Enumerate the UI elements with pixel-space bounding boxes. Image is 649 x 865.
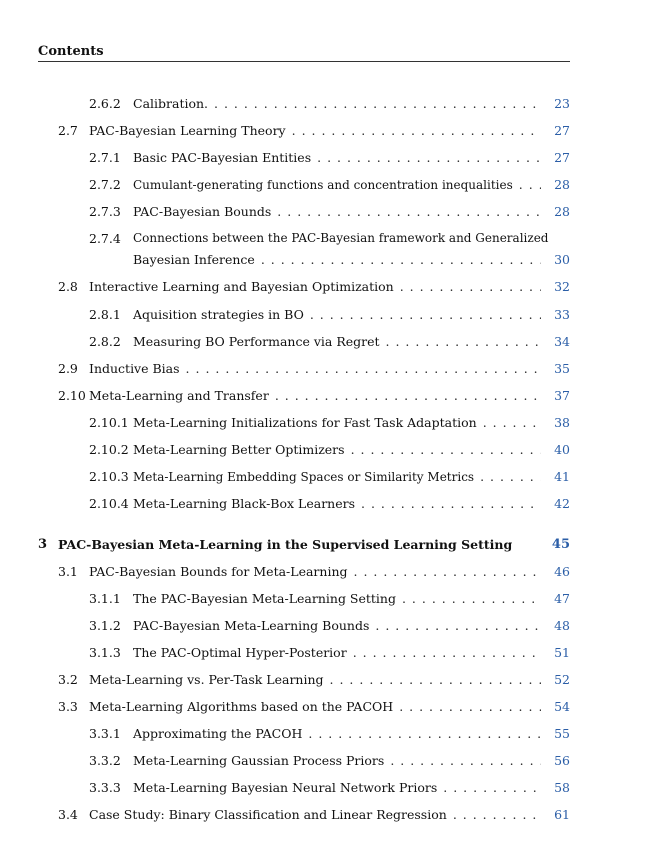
entry-title: Meta-Learning Gaussian Process Priors [133,753,385,768]
entry-title: Meta-Learning Bayesian Neural Network Priors [133,780,438,795]
dot-leader [292,123,541,138]
entry-number: 3.1.3 [89,645,121,660]
entry-page[interactable]: 41 [554,469,570,484]
entry-title: Meta-Learning vs. Per-Task Learning [89,672,324,687]
dot-leader [351,442,541,457]
entry-page[interactable]: 40 [554,442,570,457]
entry-number: 3.3.1 [89,726,121,741]
entry-page[interactable]: 51 [554,645,570,660]
entry-number: 2.10.1 [89,415,129,430]
entry-number: 2.7 [58,123,78,138]
dot-leader [386,334,541,349]
dot-leader [186,361,541,376]
entry-number: 2.7.4 [89,231,121,246]
entry-page[interactable]: 47 [554,591,570,606]
entry-number: 2.10.4 [89,496,129,511]
dot-leader [214,96,541,111]
entry-number: 3.3 [58,699,78,714]
entry-page[interactable]: 61 [554,807,570,822]
dot-leader [261,252,541,267]
entry-number: 2.8 [58,279,78,294]
entry-page[interactable]: 42 [554,496,570,511]
entry-title: PAC-Bayesian Bounds for Meta-Learning [89,564,348,579]
entry-title: Interactive Learning and Bayesian Optimization [89,279,394,294]
entry-title: PAC-Bayesian Bounds [133,204,272,219]
dot-leader [317,150,541,165]
dot-leader [277,204,541,219]
entry-page[interactable]: 33 [554,307,570,322]
toc-entry[interactable] [0,231,649,267]
entry-title: Aquisition strategies in BO [133,307,304,322]
dot-leader [330,672,541,687]
dot-leader [353,645,541,660]
entry-title: Calibration. [133,96,209,111]
entry-page[interactable]: 55 [554,726,570,741]
entry-number: 3.2 [58,672,78,687]
dot-leader [402,591,541,606]
entry-page[interactable]: 27 [554,150,570,165]
entry-number: 2.10.2 [89,442,129,457]
entry-page[interactable]: 32 [554,279,570,294]
entry-page[interactable]: 58 [554,780,570,795]
entry-page[interactable]: 48 [554,618,570,633]
dot-leader [399,699,541,714]
entry-number: 2.7.2 [89,177,121,192]
entry-number: 2.7.3 [89,204,121,219]
entry-title: Connections between the PAC-Bayesian framework and Generalized [133,231,549,245]
dot-leader [453,807,541,822]
dot-leader [400,279,541,294]
entry-title: Measuring BO Performance via Regret [133,334,380,349]
entry-page[interactable]: 34 [554,334,570,349]
entry-title: Meta-Learning Algorithms based on the PACOH [89,699,394,714]
entry-title: The PAC-Bayesian Meta-Learning Setting [133,591,396,606]
entry-page[interactable]: 52 [554,672,570,687]
entry-number: 2.8.1 [89,307,121,322]
dot-leader [308,726,541,741]
entry-title: Meta-Learning Better Optimizers [133,442,345,457]
entry-page[interactable]: 27 [554,123,570,138]
entry-title: Cumulant-generating functions and concentration inequalities [133,178,513,192]
entry-title: The PAC-Optimal Hyper-Posterior [133,645,347,660]
entry-page[interactable]: 46 [554,564,570,579]
entry-number: 3.3.2 [89,753,121,768]
entry-number: 2.10.3 [89,469,129,484]
entry-number: 2.6.2 [89,96,121,111]
entry-number: 3.1 [58,564,78,579]
entry-title: Case Study: Binary Classification and Linear Regression [89,807,447,822]
entry-number: 2.8.2 [89,334,121,349]
entry-number: 3.1.1 [89,591,121,606]
dot-leader [310,307,541,322]
entry-title: Meta-Learning Initializations for Fast Task Adaptation [133,415,477,430]
chapter-title: PAC-Bayesian Meta-Learning in the Supervised Learning Setting [58,537,513,552]
entry-title-continued: Bayesian Inference [133,252,255,267]
entry-page[interactable]: 56 [554,753,570,768]
dot-leader [361,496,541,511]
entry-title: PAC-Bayesian Meta-Learning Bounds [133,618,370,633]
entry-page[interactable]: 37 [554,388,570,403]
entry-number: 3.3.3 [89,780,121,795]
chapter-number: 3 [38,537,48,552]
dot-leader [443,780,541,795]
entry-title: Basic PAC-Bayesian Entities [133,150,312,165]
entry-title: Inductive Bias [89,361,180,376]
entry-number: 2.9 [58,361,78,376]
entry-page[interactable]: 28 [554,177,570,192]
chapter-page[interactable]: 45 [551,537,570,552]
dot-leader [354,564,542,579]
header-title: Contents [38,44,104,59]
entry-title: PAC-Bayesian Learning Theory [89,123,286,138]
dot-leader [275,388,541,403]
entry-title: Approximating the PACOH [133,726,303,741]
entry-page[interactable]: 30 [554,252,570,267]
entry-title: Meta-Learning Embedding Spaces or Similarity Metrics [133,470,475,484]
entry-number: 2.7.1 [89,150,121,165]
dot-leader [390,753,541,768]
entry-page[interactable]: 35 [554,361,570,376]
entry-title: Meta-Learning and Transfer [89,388,269,403]
entry-number: 3.4 [58,807,78,822]
entry-number: 3.1.2 [89,618,121,633]
entry-title: Meta-Learning Black-Box Learners [133,496,356,511]
dot-leader [375,618,541,633]
entry-page[interactable]: 54 [554,699,570,714]
entry-number: 2.10 [58,388,86,403]
entry-page[interactable]: 23 [554,96,570,111]
entry-page[interactable]: 28 [554,204,570,219]
entry-page[interactable]: 38 [554,415,570,430]
